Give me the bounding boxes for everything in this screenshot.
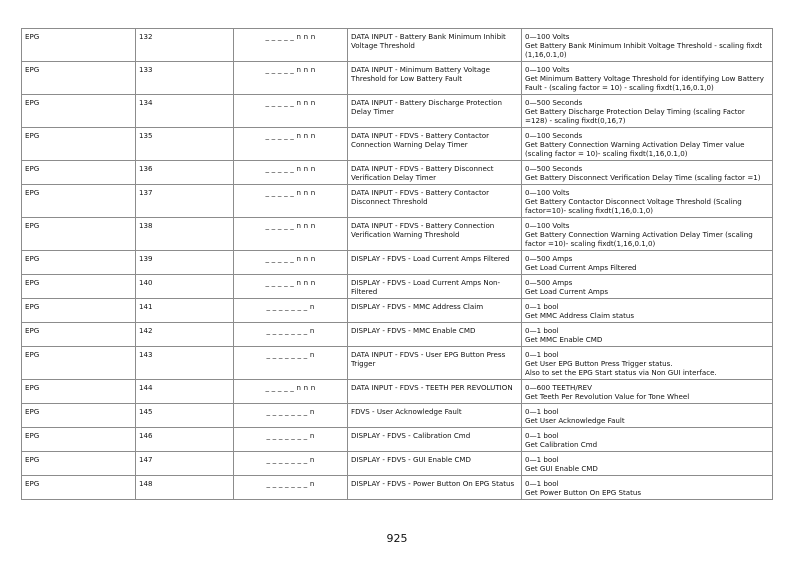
value-description: Get Teeth Per Revolution Value for Tone Wheel <box>525 392 690 401</box>
format-cell: _ _ _ _ _ n n n <box>234 62 348 95</box>
table-row <box>22 251 773 275</box>
table-row <box>22 218 773 251</box>
value-description: Get Battery Connection Warning Activation Delay Timer value (scaling factor = 10)- scaling fixdt(1,16,0.1,0) <box>525 140 745 158</box>
parameter-id-cell: 137 <box>136 185 234 218</box>
module-cell: EPG <box>22 404 136 428</box>
value-range: 0—500 Seconds <box>525 164 583 173</box>
parameter-id-cell: 134 <box>136 95 234 128</box>
range-description-cell <box>522 428 773 452</box>
parameter-id-cell: 139 <box>136 251 234 275</box>
range-description-cell <box>522 62 773 95</box>
value-description: Get MMC Enable CMD <box>525 335 603 344</box>
range-description-cell <box>522 452 773 476</box>
module-cell: EPG <box>22 251 136 275</box>
parameter-id-cell: 148 <box>136 476 234 500</box>
parameter-name-cell: DATA INPUT - Minimum Battery Voltage Threshold for Low Battery Fault <box>348 62 522 95</box>
module-cell: EPG <box>22 323 136 347</box>
format-cell: _ _ _ _ _ n n n <box>234 128 348 161</box>
value-description: Get Battery Disconnect Verification Delay Time (scaling factor =1) <box>525 173 761 182</box>
parameter-name-cell: DISPLAY - FDVS - MMC Enable CMD <box>348 323 522 347</box>
range-description-cell <box>522 299 773 323</box>
value-description: Get Battery Contactor Disconnect Voltage Threshold (Scaling factor=10)- scaling fixdt(1,16,0.1,0) <box>525 197 742 215</box>
value-range: 0—1 bool <box>525 479 559 488</box>
format-cell: _ _ _ _ _ _ _ n <box>234 452 348 476</box>
table-row <box>22 347 773 380</box>
table-row <box>22 323 773 347</box>
range-description-cell <box>522 404 773 428</box>
range-description-cell <box>522 275 773 299</box>
range-description-cell <box>522 251 773 275</box>
format-cell: _ _ _ _ _ _ _ n <box>234 404 348 428</box>
module-cell: EPG <box>22 380 136 404</box>
range-description-cell <box>522 128 773 161</box>
value-range: 0—500 Seconds <box>525 98 583 107</box>
table-row <box>22 452 773 476</box>
module-cell: EPG <box>22 185 136 218</box>
module-cell: EPG <box>22 29 136 62</box>
value-range: 0—100 Volts <box>525 65 570 74</box>
value-description: Get Minimum Battery Voltage Threshold for identifying Low Battery Fault - (scaling factor = 10) - scaling fixdt(1,16,0.1,0) <box>525 74 764 92</box>
parameter-name-cell: DISPLAY - FDVS - GUI Enable CMD <box>348 452 522 476</box>
module-cell: EPG <box>22 476 136 500</box>
value-range: 0—100 Seconds <box>525 131 583 140</box>
format-cell: _ _ _ _ _ _ _ n <box>234 323 348 347</box>
format-cell: _ _ _ _ _ n n n <box>234 380 348 404</box>
table-row <box>22 185 773 218</box>
parameter-name-cell: DISPLAY - FDVS - Load Current Amps Non-Filtered <box>348 275 522 299</box>
format-cell: _ _ _ _ _ _ _ n <box>234 347 348 380</box>
range-description-cell <box>522 347 773 380</box>
parameter-id-cell: 142 <box>136 323 234 347</box>
format-cell: _ _ _ _ _ n n n <box>234 185 348 218</box>
range-description-cell <box>522 218 773 251</box>
range-description-cell <box>522 29 773 62</box>
value-description: Get Load Current Amps <box>525 287 609 296</box>
parameter-name-cell: DISPLAY - FDVS - Load Current Amps Filtered <box>348 251 522 275</box>
module-cell: EPG <box>22 218 136 251</box>
parameter-id-cell: 144 <box>136 380 234 404</box>
value-description: Get User Acknowledge Fault <box>525 416 625 425</box>
value-description: Get User EPG Button Press Trigger status. <box>525 359 673 368</box>
parameter-id-cell: 135 <box>136 128 234 161</box>
format-cell: _ _ _ _ _ _ _ n <box>234 476 348 500</box>
table-row <box>22 428 773 452</box>
table-row <box>22 29 773 62</box>
parameter-name-cell: DATA INPUT - FDVS - User EPG Button Press Trigger <box>348 347 522 380</box>
parameter-name-cell: DISPLAY - FDVS - Power Button On EPG Status <box>348 476 522 500</box>
value-description: Get Power Button On EPG Status <box>525 488 642 497</box>
format-cell: _ _ _ _ _ n n n <box>234 275 348 299</box>
value-range: 0—1 bool <box>525 350 559 359</box>
range-description-cell <box>522 476 773 500</box>
module-cell: EPG <box>22 299 136 323</box>
value-range: 0—500 Amps <box>525 278 573 287</box>
value-description: Get MMC Address Claim status <box>525 311 635 320</box>
format-cell: _ _ _ _ _ n n n <box>234 95 348 128</box>
parameter-table-body <box>22 29 773 500</box>
table-row <box>22 404 773 428</box>
parameter-name-cell: FDVS - User Acknowledge Fault <box>348 404 522 428</box>
value-range: 0—1 bool <box>525 407 559 416</box>
parameter-name-cell: DATA INPUT - Battery Bank Minimum Inhibit Voltage Threshold <box>348 29 522 62</box>
value-description: Get Calibration Cmd <box>525 440 598 449</box>
value-range: 0—1 bool <box>525 326 559 335</box>
range-description-cell <box>522 323 773 347</box>
parameter-name-cell: DATA INPUT - FDVS - Battery Contactor Disconnect Threshold <box>348 185 522 218</box>
parameter-id-cell: 138 <box>136 218 234 251</box>
value-description: Get Battery Connection Warning Activation Delay Timer (scaling factor =10)- scaling fixdt(1,16,0.1,0) <box>525 230 753 248</box>
module-cell: EPG <box>22 62 136 95</box>
value-description: Also to set the EPG Start status via Non GUI interface. <box>525 368 717 377</box>
table-row <box>22 62 773 95</box>
value-description: Get Load Current Amps Filtered <box>525 263 637 272</box>
value-range: 0—1 bool <box>525 455 559 464</box>
parameter-id-cell: 146 <box>136 428 234 452</box>
module-cell: EPG <box>22 347 136 380</box>
page-number: 925 <box>386 532 408 545</box>
parameter-id-cell: 143 <box>136 347 234 380</box>
parameter-id-cell: 132 <box>136 29 234 62</box>
parameter-id-cell: 140 <box>136 275 234 299</box>
format-cell: _ _ _ _ _ n n n <box>234 29 348 62</box>
value-range: 0—100 Volts <box>525 221 570 230</box>
module-cell: EPG <box>22 428 136 452</box>
parameter-id-cell: 147 <box>136 452 234 476</box>
value-description: Get GUI Enable CMD <box>525 464 598 473</box>
module-cell: EPG <box>22 128 136 161</box>
value-description: Get Battery Discharge Protection Delay Timing (scaling Factor =128) - scaling fixdt(0,16,7) <box>525 107 745 125</box>
value-description: Get Battery Bank Minimum Inhibit Voltage Threshold - scaling fixdt (1,16,0.1,0) <box>525 41 763 59</box>
module-cell: EPG <box>22 452 136 476</box>
value-range: 0—500 Amps <box>525 254 573 263</box>
value-range: 0—600 TEETH/REV <box>525 383 593 392</box>
parameter-name-cell: DATA INPUT - Battery Discharge Protection Delay Timer <box>348 95 522 128</box>
parameter-name-cell: DATA INPUT - FDVS - Battery Contactor Connection Warning Delay Timer <box>348 128 522 161</box>
value-range: 0—1 bool <box>525 302 559 311</box>
table-row <box>22 95 773 128</box>
range-description-cell <box>522 95 773 128</box>
parameter-name-cell: DATA INPUT - FDVS - Battery Disconnect Verification Delay Timer <box>348 161 522 185</box>
range-description-cell <box>522 380 773 404</box>
parameter-id-cell: 136 <box>136 161 234 185</box>
module-cell: EPG <box>22 275 136 299</box>
format-cell: _ _ _ _ _ _ _ n <box>234 299 348 323</box>
parameter-id-cell: 133 <box>136 62 234 95</box>
module-cell: EPG <box>22 95 136 128</box>
table-row <box>22 476 773 500</box>
table-row <box>22 380 773 404</box>
table-row <box>22 128 773 161</box>
parameter-name-cell: DATA INPUT - FDVS - Battery Connection Verification Warning Threshold <box>348 218 522 251</box>
value-range: 0—100 Volts <box>525 188 570 197</box>
range-description-cell <box>522 161 773 185</box>
value-range: 0—1 bool <box>525 431 559 440</box>
module-cell: EPG <box>22 161 136 185</box>
format-cell: _ _ _ _ _ n n n <box>234 251 348 275</box>
table-row <box>22 299 773 323</box>
table-row <box>22 275 773 299</box>
range-description-cell <box>522 185 773 218</box>
parameter-name-cell: DISPLAY - FDVS - Calibration Cmd <box>348 428 522 452</box>
table-row <box>22 161 773 185</box>
parameter-name-cell: DATA INPUT - FDVS - TEETH PER REVOLUTION <box>348 380 522 404</box>
value-range: 0—100 Volts <box>525 32 570 41</box>
parameter-id-cell: 145 <box>136 404 234 428</box>
format-cell: _ _ _ _ _ n n n <box>234 218 348 251</box>
format-cell: _ _ _ _ _ _ _ n <box>234 428 348 452</box>
parameter-id-cell: 141 <box>136 299 234 323</box>
parameter-name-cell: DISPLAY - FDVS - MMC Address Claim <box>348 299 522 323</box>
parameter-table <box>21 28 773 500</box>
format-cell: _ _ _ _ _ n n n <box>234 161 348 185</box>
